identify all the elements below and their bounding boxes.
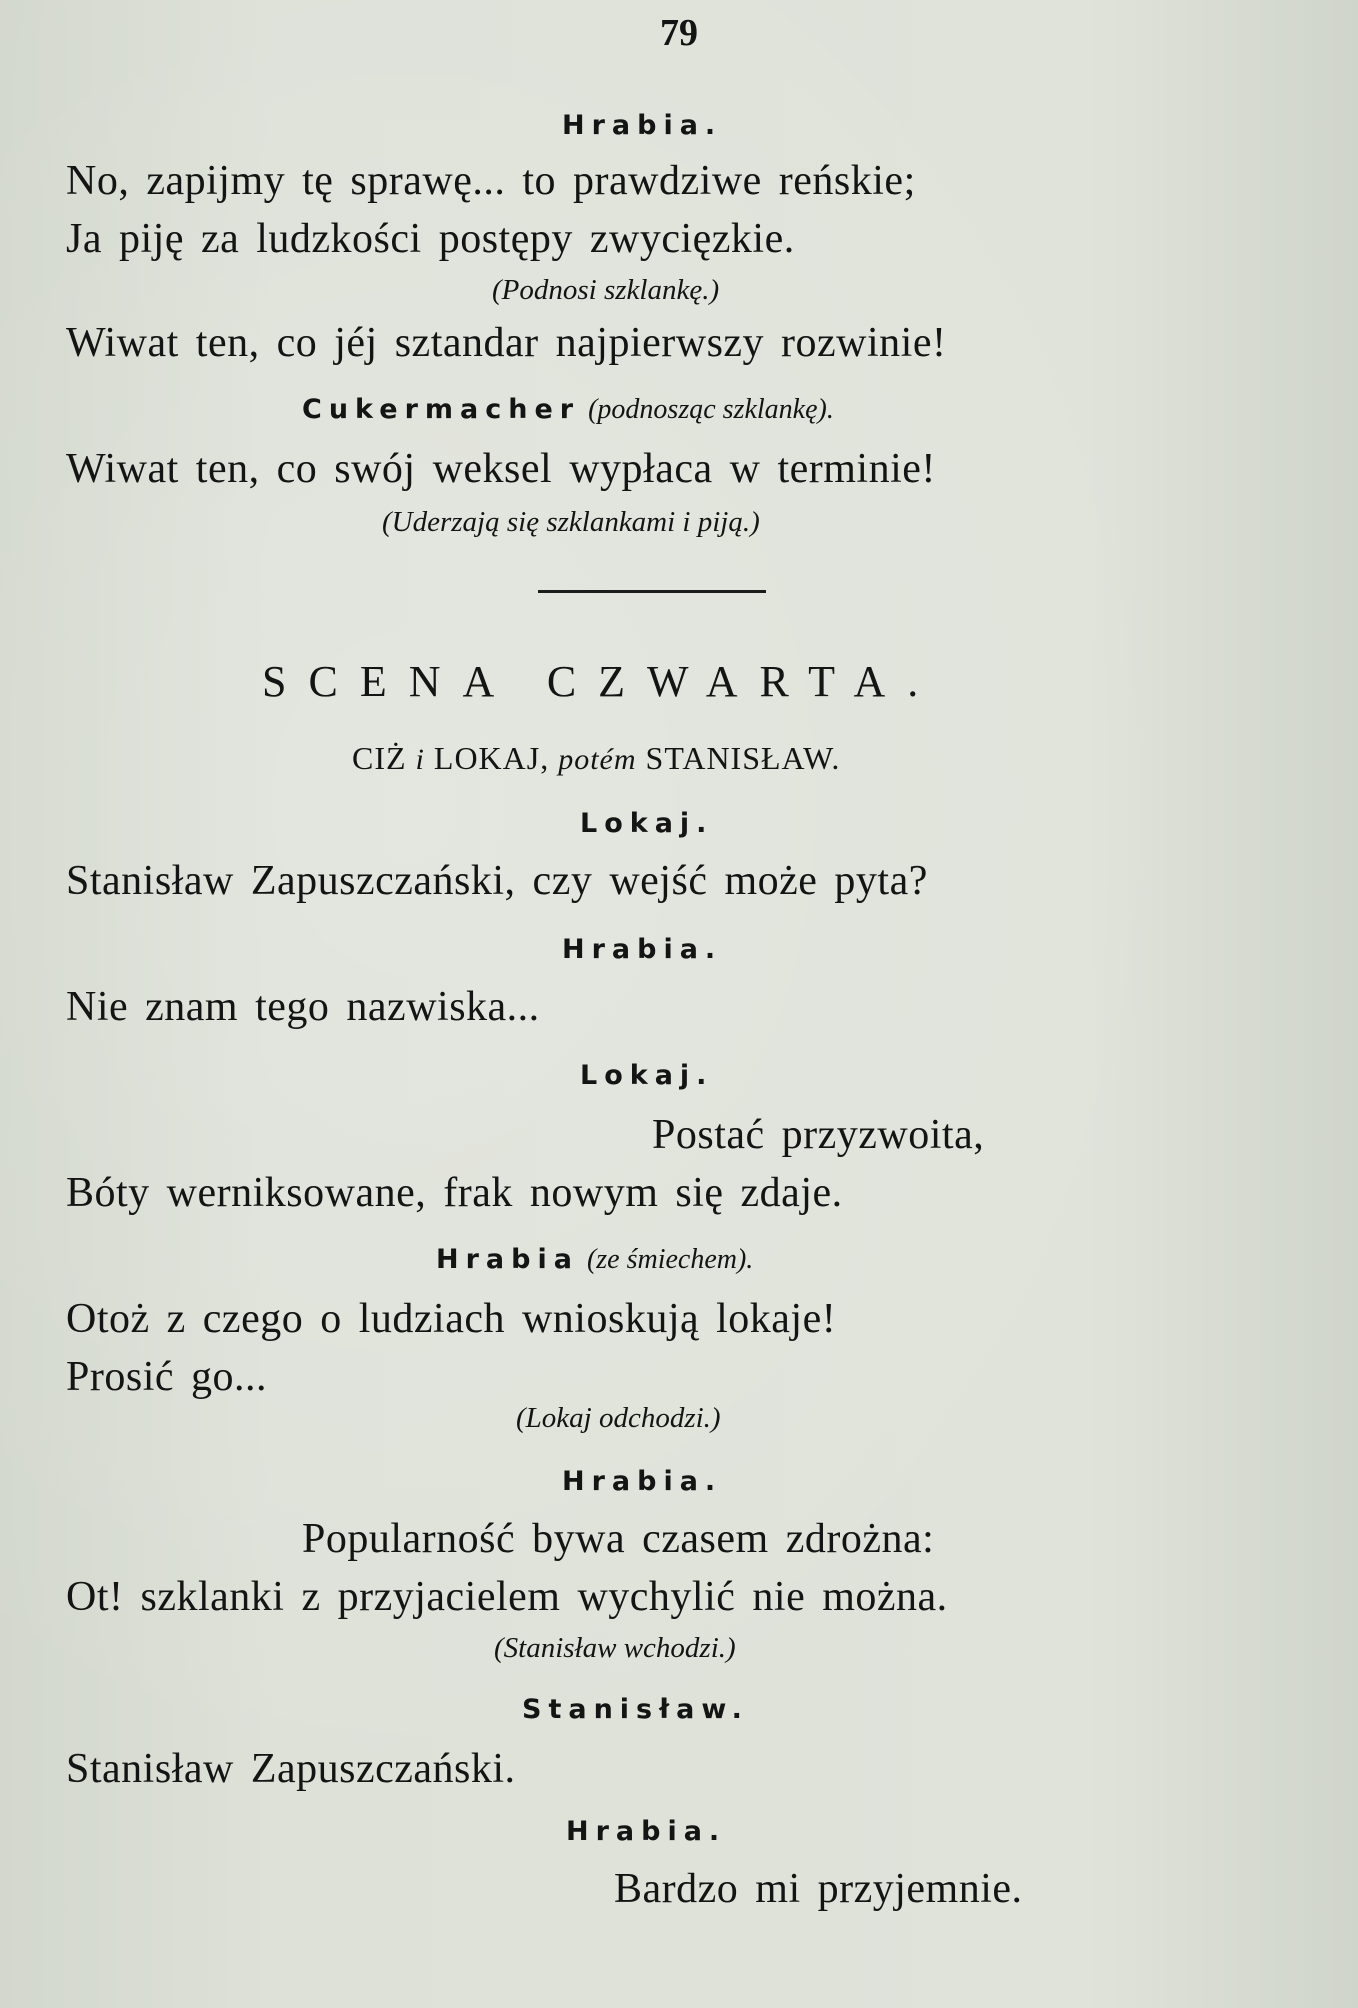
verse-line: Nie znam tego nazwiska...: [66, 984, 540, 1030]
speaker-name: Hrabia: [436, 1244, 579, 1275]
cast-conjunction: i: [415, 743, 425, 776]
speaker-name-with-direction: [436, 1246, 753, 1274]
speaker-name: Lokaj.: [580, 808, 714, 839]
speaker-name-with-direction: [302, 396, 834, 424]
verse-line: Wiwat ten, co swój weksel wypłaca w terminie!: [66, 446, 936, 492]
verse-line: Bardzo mi przyjemnie.: [614, 1866, 1023, 1912]
cast-conjunction: potém: [558, 743, 637, 776]
verse-line: Popularność bywa czasem zdrożna:: [302, 1516, 935, 1562]
page-number: 79: [660, 12, 698, 54]
stage-direction: (Stanisław wchodzi.): [494, 1632, 736, 1664]
scene-title: SCENA CZWARTA.: [262, 657, 941, 706]
verse-line: No, zapijmy tę sprawę... to prawdziwe reńskie;: [66, 158, 916, 204]
stage-direction: (Podnosi szklankę.): [492, 274, 720, 306]
verse-line: Bóty werniksowane, frak nowym się zdaje.: [66, 1170, 843, 1216]
verse-line: Ot! szklanki z przyjacielem wychylić nie można.: [66, 1574, 948, 1620]
stage-direction: (Lokaj odchodzi.): [516, 1402, 721, 1434]
speaker-name: Cukermacher: [302, 394, 581, 425]
speaker-name: Stanisław.: [522, 1694, 749, 1725]
verse-line: Ja piję za ludzkości postępy zwycięzkie.: [66, 216, 795, 262]
cast-list: [352, 742, 840, 775]
verse-line: Stanisław Zapuszczański.: [66, 1746, 516, 1792]
speaker-name: Hrabia.: [562, 1466, 723, 1497]
cast-name: STANISŁAW.: [645, 740, 841, 776]
stage-direction: (podnosząc szklankę).: [588, 394, 834, 425]
verse-line: Otoż z czego o ludziach wnioskują lokaje!: [66, 1296, 837, 1342]
speaker-name: Lokaj.: [580, 1060, 714, 1091]
verse-line: Wiwat ten, co jéj sztandar najpierwszy rozwinie!: [66, 320, 947, 366]
verse-line: Postać przyzwoita,: [652, 1112, 985, 1158]
cast-name: LOKAJ,: [433, 740, 550, 776]
verse-line: Stanisław Zapuszczański, czy wejść może pyta?: [66, 858, 928, 904]
speaker-name: Hrabia.: [566, 1816, 727, 1847]
stage-direction: (ze śmiechem).: [586, 1244, 754, 1275]
cast-name: CIŻ: [352, 740, 407, 776]
speaker-name: Hrabia.: [562, 934, 723, 965]
speaker-name: Hrabia.: [562, 110, 723, 141]
verse-line: Prosić go...: [66, 1354, 267, 1400]
stage-direction: (Uderzają się szklankami i piją.): [382, 506, 760, 538]
section-divider: [538, 590, 766, 593]
